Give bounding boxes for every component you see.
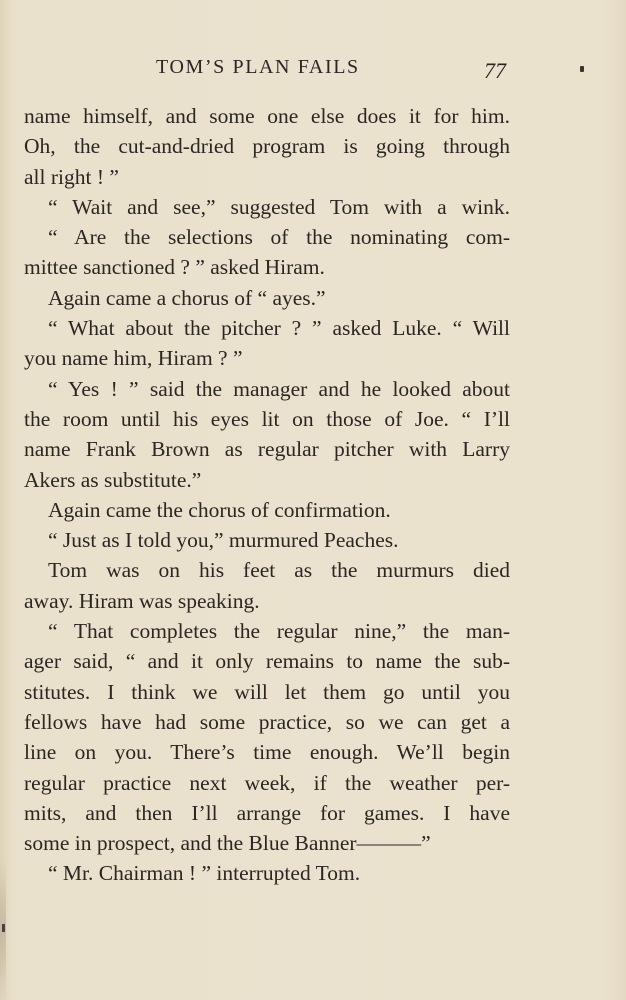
text-line: Again came the chorus of confirmation. xyxy=(48,497,391,522)
text-line: name Frank Brown as regular pitcher with Larry xyxy=(24,437,510,462)
text-line: mittee sanctioned ? ” asked Hiram. xyxy=(24,255,325,280)
text-line: line on you. There’s time enough. We’ll begin xyxy=(24,740,510,765)
page-number: 77 xyxy=(484,58,506,83)
text-line: “ Are the selections of the nominating com- xyxy=(48,225,510,250)
text-line: “ Mr. Chairman ! ” interrupted Tom. xyxy=(48,861,361,886)
text-line: the room until his eyes lit on those of Joe. “ I’ll xyxy=(24,406,510,431)
text-line: mits, and then I’ll arrange for games. I have xyxy=(24,800,510,825)
text-line: Tom was on his feet as the murmurs died xyxy=(48,558,510,583)
binding-mark xyxy=(2,924,5,932)
text-line: fellows have had some practice, so we can get a xyxy=(24,709,510,734)
body-text xyxy=(24,101,510,889)
text-line: “ Wait and see,” suggested Tom with a wink. xyxy=(48,194,510,219)
text-line: some in prospect, and the Blue Banner———” xyxy=(24,831,431,856)
text-line: “ Yes ! ” said the manager and he looked about xyxy=(48,376,510,401)
text-line: stitutes. I think we will let them go until you xyxy=(24,679,510,704)
page-header xyxy=(0,56,626,88)
text-line: you name him, Hiram ? ” xyxy=(24,346,243,371)
text-line: name himself, and some one else does it for him. xyxy=(24,104,510,128)
text-line: Akers as substitute.” xyxy=(24,467,202,492)
text-line: Again came a chorus of “ ayes.” xyxy=(48,285,326,310)
text-line: ager said, “ and it only remains to name the sub- xyxy=(24,649,510,674)
text-line: regular practice next week, if the weather per- xyxy=(24,770,510,795)
text-line: “ That completes the regular nine,” the man- xyxy=(48,619,510,644)
text-line: “ Just as I told you,” murmured Peaches. xyxy=(48,528,399,553)
ink-mark xyxy=(580,66,584,72)
text-line: Oh, the cut-and-dried program is going through xyxy=(24,134,510,159)
text-line: all right ! ” xyxy=(24,164,119,189)
running-head: TOM’S PLAN FAILS xyxy=(156,56,360,78)
text-line: away. Hiram was speaking. xyxy=(24,588,260,613)
text-line: “ What about the pitcher ? ” asked Luke. “ Will xyxy=(48,316,510,341)
